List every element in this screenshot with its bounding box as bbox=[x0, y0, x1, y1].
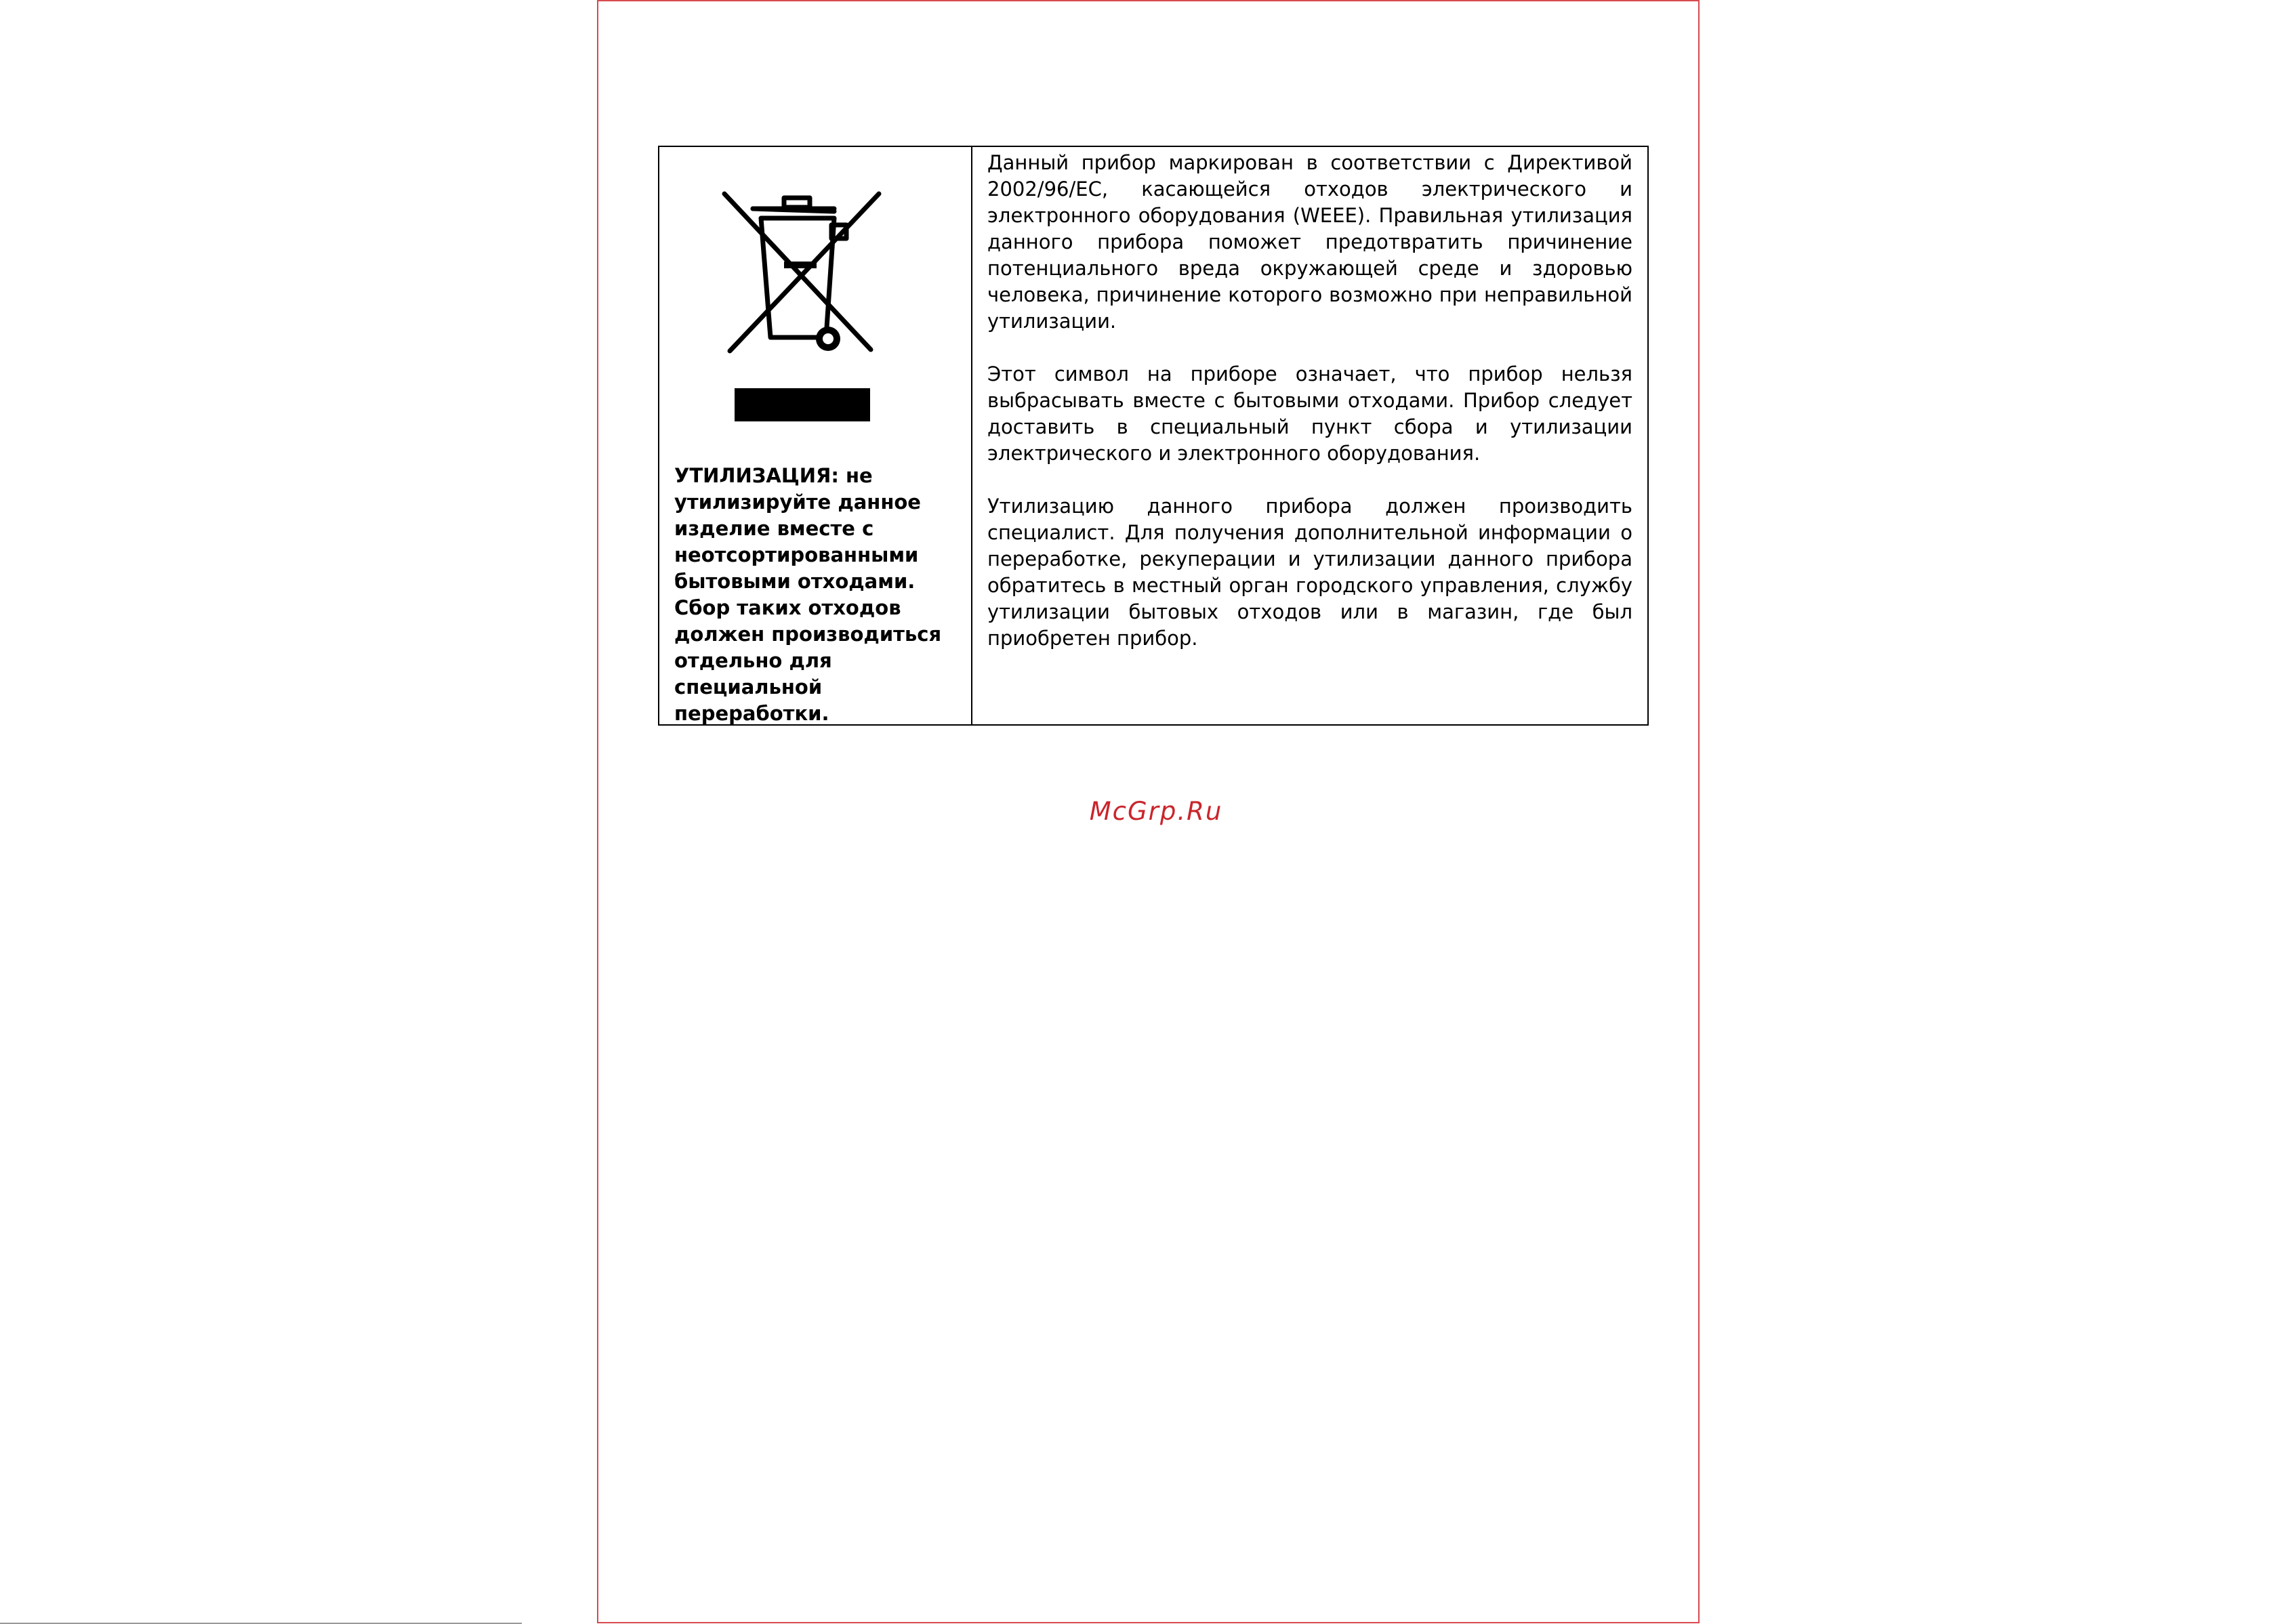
disposal-table bbox=[658, 146, 1649, 726]
disposal-warning: УТИЛИЗАЦИЯ: не утилизируйте данное изделие вместе с неотсортированными бытовыми отходами. Сбор таких отходов должен производиться отдельно для специальной переработки. bbox=[674, 464, 942, 725]
paragraph-directive: Данный прибор маркирован в соответствии с Директивой 2002/96/EC, касающейся отходов электрического и электронного оборудования (WEEE). Правильная утилизация данного прибора поможет предотвратить причинение потенциального вреда окружающей среде и здоровью человека, причинение которого возможно при неправильной утилизации. bbox=[987, 151, 1632, 333]
watermark: McGrp.Ru bbox=[1089, 797, 1223, 826]
weee-black-bar bbox=[735, 388, 870, 421]
symbol-cell bbox=[659, 147, 972, 724]
paragraph-symbol: Этот символ на приборе означает, что прибор нельзя выбрасывать вместе с бытовыми отходами. Прибор следует доставить в специальный пункт сбора и утилизации электрического и электронного оборудования. bbox=[987, 362, 1632, 465]
paragraph-specialist: Утилизацию данного прибора должен производить специалист. Для получения дополнительной информации о переработке, рекуперации и утилизации данного прибора обратитесь в местный орган городского управления, службу утилизации бытовых отходов или в магазин, где был приобретен прибор. bbox=[987, 495, 1632, 650]
crossed-out-bin-icon bbox=[714, 183, 890, 366]
description-cell bbox=[972, 147, 1647, 724]
